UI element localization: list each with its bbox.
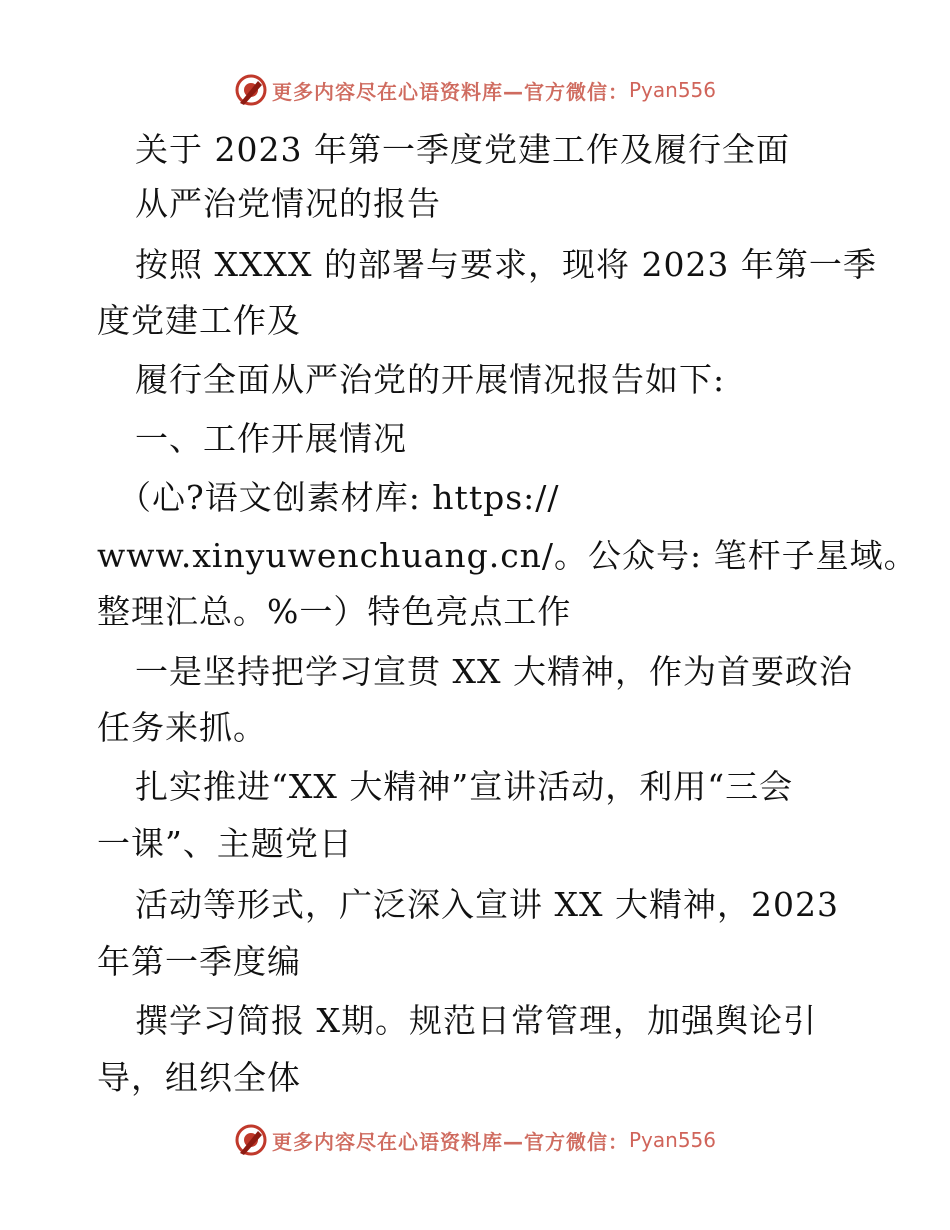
- footer-banner-wechat: Pyan556: [628, 1128, 716, 1152]
- paragraph-line: 一是坚持把学习宣贯 XX 大精神，作为首要政治: [135, 652, 853, 691]
- paragraph-line: 导，组织全体: [97, 1058, 301, 1097]
- header-watermark-banner: [0, 70, 950, 110]
- paragraph-line: 任务来抓。: [97, 708, 267, 747]
- subsection-heading: 整理汇总。%一）特色亮点工作: [97, 592, 572, 631]
- header-banner-wechat: Pyan556: [628, 78, 716, 102]
- title-line-2: 从严治党情况的报告: [135, 184, 441, 223]
- paragraph-line: 履行全面从严治党的开展情况报告如下:: [135, 360, 726, 399]
- paragraph-line: www.xinyuwenchuang.cn/。公众号: 笔杆子星域。: [97, 536, 918, 575]
- paragraph-line: 活动等形式，广泛深入宣讲 XX 大精神，2023: [135, 885, 839, 924]
- section-heading: 一、工作开展情况: [135, 419, 407, 458]
- paragraph-line: 撰学习简报 X期。规范日常管理，加强舆论引: [135, 1001, 817, 1040]
- paragraph-line: （心?语文创素材库: https://: [118, 478, 560, 517]
- paragraph-line: 扎实推进“XX 大精神”宣讲活动，利用“三会: [135, 767, 794, 806]
- footer-watermark-banner: [0, 1120, 950, 1160]
- paragraph-line: 按照 XXXX 的部署与要求，现将 2023 年第一季: [135, 245, 877, 284]
- paragraph-line: 一课”、主题党日: [97, 824, 353, 863]
- title-line-1: 关于 2023 年第一季度党建工作及履行全面: [135, 130, 790, 169]
- paragraph-line: 度党建工作及: [97, 301, 301, 340]
- pen-logo-icon: [234, 73, 268, 107]
- paragraph-line: 年第一季度编: [97, 942, 301, 981]
- header-banner-text: 更多内容尽在心语资料库—官方微信：: [271, 79, 629, 104]
- footer-banner-text: 更多内容尽在心语资料库—官方微信：: [271, 1129, 629, 1154]
- pen-logo-icon: [234, 1123, 268, 1157]
